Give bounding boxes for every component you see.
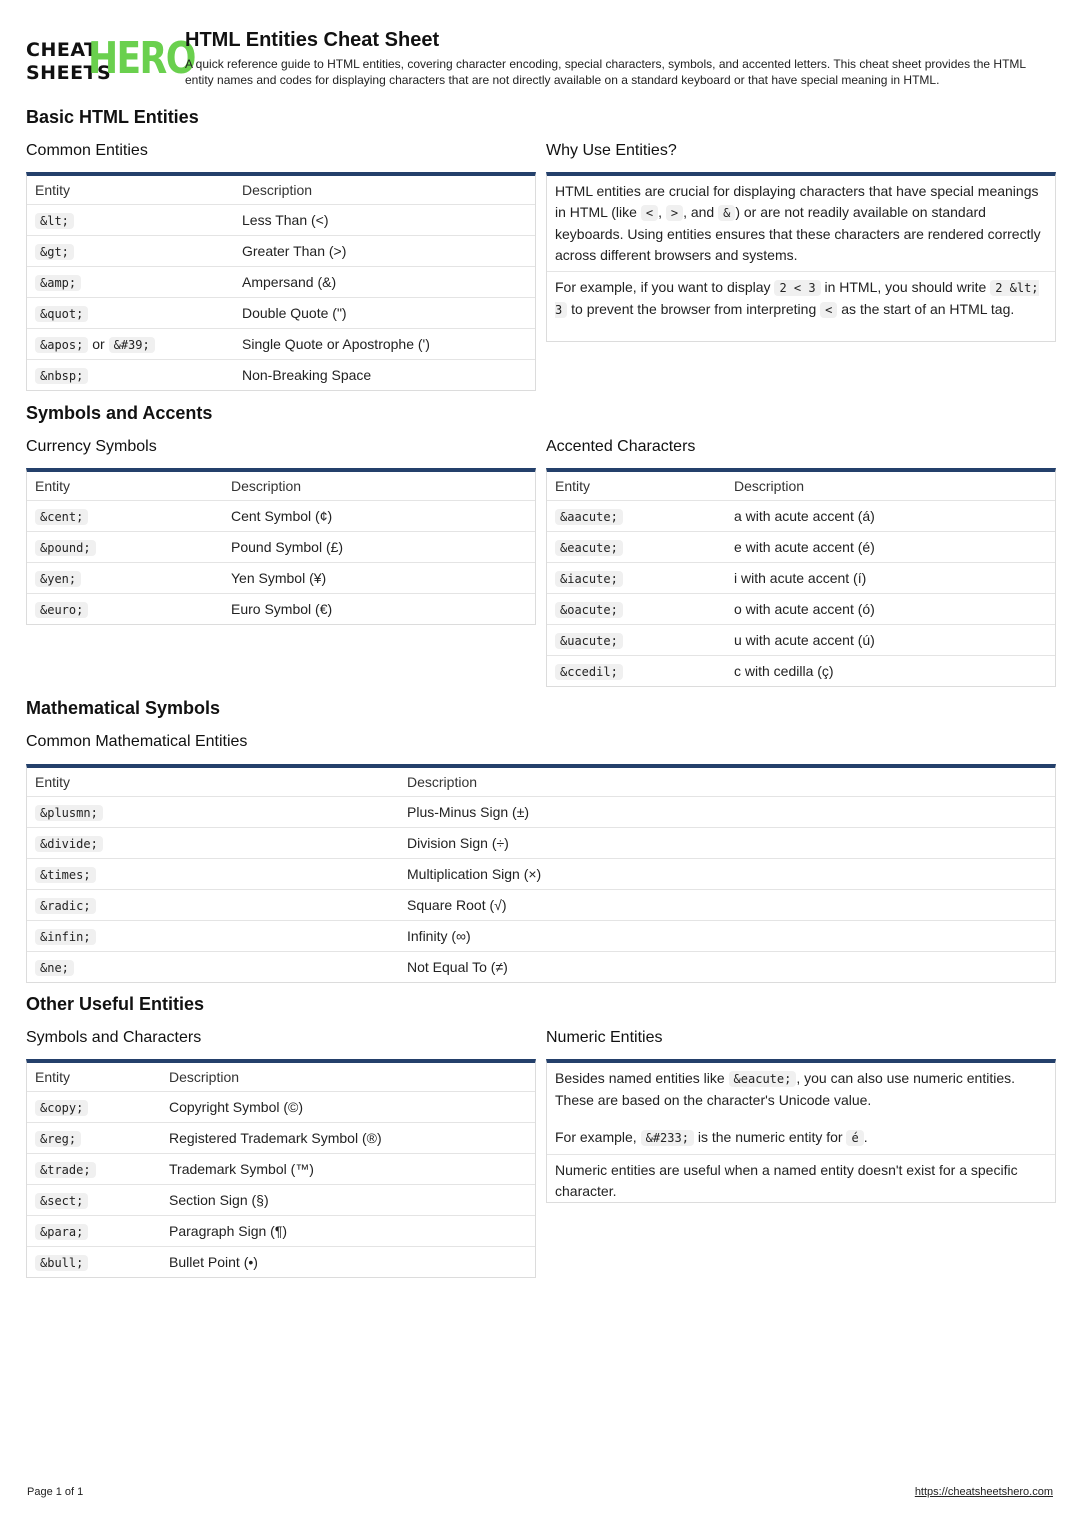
numeric-paragraph-1: Besides named entities like &eacute; , you can also use numeric entities. These are based on the character's Unicode value. — [555, 1070, 1016, 1108]
table-row — [27, 1247, 535, 1278]
section-title-other: Other Useful Entities — [26, 994, 205, 1014]
col-description: Description — [169, 1069, 240, 1085]
entity-code: &nbsp; — [35, 368, 88, 384]
entity-code: &ne; — [35, 960, 74, 976]
entity-description: Less Than (<) — [234, 205, 535, 236]
table-row — [547, 625, 1055, 656]
entity-code: &reg; — [35, 1131, 81, 1147]
page-title: HTML Entities Cheat Sheet — [185, 29, 440, 51]
entity-code: &para; — [35, 1224, 88, 1240]
entity-code: &amp; — [35, 275, 81, 291]
entity-description: Bullet Point (•) — [161, 1247, 535, 1278]
col-entity: Entity — [35, 774, 71, 790]
table-row — [27, 563, 535, 594]
entity-code-alt: &#39; — [109, 337, 155, 353]
table-row — [27, 532, 535, 563]
entity-code: &infin; — [35, 929, 96, 945]
table-row — [547, 532, 1055, 563]
why-paragraph-2: For example, if you want to display 2 < 3 in HTML, you should write 2 &lt; 3 to prevent the browser from interpreting < as the start of an HTML tag. — [547, 271, 1055, 326]
entity-description: Section Sign (§) — [161, 1185, 535, 1216]
table-row — [27, 1216, 535, 1247]
common-entities-table — [27, 176, 535, 390]
numeric-paragraph-2: For example, &#233; is the numeric entity for é . — [555, 1129, 868, 1145]
entity-description: Ampersand (&) — [234, 267, 535, 298]
entity-description: Trademark Symbol (™) — [161, 1154, 535, 1185]
table-row — [27, 952, 1055, 983]
table-row — [27, 360, 535, 391]
entity-code: &yen; — [35, 571, 81, 587]
entity-code: &pound; — [35, 540, 96, 556]
subtitle-symbols-characters: Symbols and Characters — [26, 1029, 202, 1046]
col-entity: Entity — [35, 1069, 71, 1085]
table-header-row — [27, 1063, 535, 1092]
subtitle-common-entities: Common Entities — [26, 142, 148, 159]
entity-description: Cent Symbol (¢) — [223, 501, 535, 532]
table-row — [27, 797, 1055, 828]
entity-code: &radic; — [35, 898, 96, 914]
entity-description: Pound Symbol (£) — [223, 532, 535, 563]
col-description: Description — [231, 478, 302, 494]
entity-description: Single Quote or Apostrophe (') — [234, 329, 535, 360]
section-title-math: Mathematical Symbols — [26, 698, 221, 718]
entity-description: Euro Symbol (€) — [223, 594, 535, 625]
entity-description: Non-Breaking Space — [234, 360, 535, 391]
table-row — [27, 1154, 535, 1185]
entity-description: i with acute accent (í) — [726, 563, 1055, 594]
entity-code: &oacute; — [555, 602, 623, 618]
table-row — [27, 298, 535, 329]
table-row — [27, 859, 1055, 890]
subtitle-why-use: Why Use Entities? — [546, 142, 677, 159]
table-row — [27, 828, 1055, 859]
entity-description: Division Sign (÷) — [399, 828, 1055, 859]
page-subtitle: A quick reference guide to HTML entities, covering character encoding, special characters, symbols, and accented letters. This cheat sheet provides the HTML entity names and codes for displaying characters that are not directly available on a standard keyboard or that have special meaning in HTML. — [185, 57, 1026, 87]
entity-description: Greater Than (>) — [234, 236, 535, 267]
symbols-characters-table — [27, 1063, 535, 1277]
entity-code: &divide; — [35, 836, 103, 852]
numeric-paragraph-3: Numeric entities are useful when a named entity doesn't exist for a specific character. — [547, 1154, 1055, 1207]
entity-description: Yen Symbol (¥) — [223, 563, 535, 594]
currency-card — [26, 468, 536, 625]
accented-card — [546, 468, 1056, 687]
entity-description: Registered Trademark Symbol (®) — [161, 1123, 535, 1154]
entity-description: Multiplication Sign (×) — [399, 859, 1055, 890]
table-row — [547, 563, 1055, 594]
entity-description: Paragraph Sign (¶) — [161, 1216, 535, 1247]
table-row — [27, 236, 535, 267]
entity-code: &plusmn; — [35, 805, 103, 821]
table-row — [27, 205, 535, 236]
entity-description: o with acute accent (ó) — [726, 594, 1055, 625]
entity-code: &trade; — [35, 1162, 96, 1178]
or-text: or — [92, 336, 105, 352]
logo-cheat-text: CHEAT — [26, 39, 98, 61]
table-row — [27, 329, 535, 360]
table-row — [27, 890, 1055, 921]
table-row — [27, 1092, 535, 1123]
entity-code: &ccedil; — [555, 664, 623, 680]
entity-code: &bull; — [35, 1255, 88, 1271]
logo-hero-text: HERO — [88, 33, 195, 84]
table-row — [27, 1185, 535, 1216]
entity-description: Infinity (∞) — [399, 921, 1055, 952]
table-row — [27, 921, 1055, 952]
cheatsheetshero-logo[interactable] — [26, 33, 195, 84]
entity-description: c with cedilla (ç) — [726, 656, 1055, 687]
col-description: Description — [407, 774, 478, 790]
entity-description: Not Equal To (≠) — [399, 952, 1055, 983]
entity-code: &eacute; — [555, 540, 623, 556]
entity-code: &quot; — [35, 306, 88, 322]
entity-code: &sect; — [35, 1193, 88, 1209]
symbols-characters-card — [26, 1059, 536, 1278]
section-title-symbols: Symbols and Accents — [26, 403, 213, 423]
entity-description: u with acute accent (ú) — [726, 625, 1055, 656]
col-description: Description — [734, 478, 805, 494]
subtitle-numeric: Numeric Entities — [546, 1029, 663, 1046]
math-table — [27, 768, 1055, 982]
col-entity: Entity — [35, 182, 71, 198]
entity-description: Copyright Symbol (©) — [161, 1092, 535, 1123]
section-title-basic: Basic HTML Entities — [26, 107, 199, 127]
accented-table — [547, 472, 1055, 686]
entity-description: Plus-Minus Sign (±) — [399, 797, 1055, 828]
why-paragraph-1: HTML entities are crucial for displaying characters that have special meanings in HTML (like < , > , and & ) or are not readily available on standard keyboards. Using entities ensures that these characters are rendered correctly across different browsers and systems. — [555, 183, 1041, 263]
subtitle-currency: Currency Symbols — [26, 438, 157, 455]
entity-code: &lt; — [35, 213, 74, 229]
table-header-row — [27, 768, 1055, 797]
col-entity: Entity — [35, 478, 71, 494]
table-row — [547, 656, 1055, 687]
site-link[interactable]: https://cheatsheetshero.com — [914, 1486, 1053, 1498]
table-row — [547, 501, 1055, 532]
entity-code: &cent; — [35, 509, 88, 525]
table-header-row — [547, 472, 1055, 501]
table-header-row — [27, 176, 535, 205]
table-row — [27, 594, 535, 625]
table-row — [27, 501, 535, 532]
col-description: Description — [242, 182, 313, 198]
table-row — [547, 594, 1055, 625]
subtitle-accented: Accented Characters — [546, 438, 696, 455]
page-number: Page 1 of 1 — [27, 1486, 84, 1498]
subtitle-math-common: Common Mathematical Entities — [26, 733, 248, 750]
entity-code: &apos; — [35, 337, 88, 353]
table-row — [27, 267, 535, 298]
entity-code: &times; — [35, 867, 96, 883]
entity-code: &copy; — [35, 1100, 88, 1116]
currency-table — [27, 472, 535, 624]
numeric-card — [546, 1059, 1056, 1203]
logo-sheets-text: SHEETS — [26, 62, 112, 84]
table-header-row — [27, 472, 535, 501]
entity-description: e with acute accent (é) — [726, 532, 1055, 563]
entity-description: Double Quote (") — [234, 298, 535, 329]
table-row — [27, 1123, 535, 1154]
entity-code: &iacute; — [555, 571, 623, 587]
entity-code: &euro; — [35, 602, 88, 618]
math-card — [26, 764, 1056, 983]
common-entities-card — [26, 172, 536, 391]
page-header — [26, 30, 1056, 90]
why-use-card — [546, 172, 1056, 342]
entity-code: &gt; — [35, 244, 74, 260]
entity-description: a with acute accent (á) — [726, 501, 1055, 532]
entity-code: &uacute; — [555, 633, 623, 649]
entity-code: &aacute; — [555, 509, 623, 525]
entity-description: Square Root (√) — [399, 890, 1055, 921]
col-entity: Entity — [555, 478, 591, 494]
